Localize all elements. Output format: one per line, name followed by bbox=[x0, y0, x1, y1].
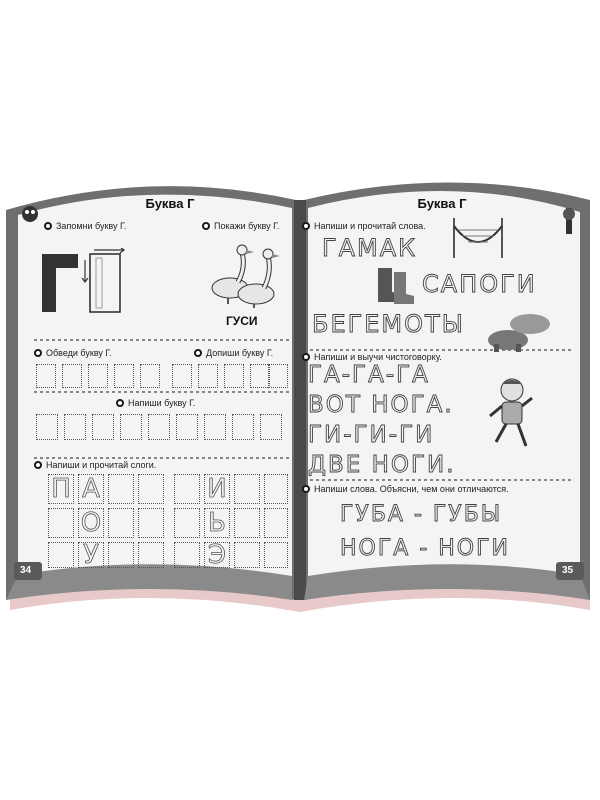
syllable-cell[interactable] bbox=[48, 542, 74, 568]
syllable-cell[interactable] bbox=[138, 508, 164, 538]
bullet-icon bbox=[34, 349, 42, 357]
compare-line-1: ГУБА - ГУБЫ bbox=[340, 502, 503, 527]
instruction-complete-text: Допиши букву Г. bbox=[206, 348, 274, 358]
trace-cell[interactable] bbox=[88, 364, 108, 388]
bullet-icon bbox=[34, 461, 42, 469]
trace-cell[interactable] bbox=[172, 364, 192, 388]
trace-cell[interactable] bbox=[250, 364, 270, 388]
syllable-cell[interactable] bbox=[264, 474, 288, 504]
trace-cell[interactable] bbox=[140, 364, 160, 388]
instruction-words bbox=[302, 221, 426, 231]
instruction-tongue bbox=[302, 352, 442, 362]
write-cell[interactable] bbox=[204, 414, 226, 440]
syllable-cell[interactable] bbox=[108, 508, 134, 538]
instruction-trace bbox=[34, 348, 112, 358]
instruction-trace-text: Обведи букву Г. bbox=[46, 348, 112, 358]
write-cell[interactable] bbox=[120, 414, 142, 440]
write-cell[interactable] bbox=[260, 414, 282, 440]
instruction-compare bbox=[302, 484, 509, 494]
bullet-icon bbox=[194, 349, 202, 357]
syllable-cell[interactable] bbox=[138, 474, 164, 504]
instruction-remember bbox=[44, 221, 126, 231]
syllable-cell[interactable] bbox=[108, 542, 134, 568]
word-boots: САПОГИ bbox=[422, 270, 537, 298]
write-cell[interactable] bbox=[148, 414, 170, 440]
syllable-cell[interactable] bbox=[234, 542, 260, 568]
write-cell[interactable] bbox=[64, 414, 86, 440]
left-page-title: Буква Г bbox=[145, 196, 195, 211]
trace-cell[interactable] bbox=[198, 364, 218, 388]
right-page-title: Буква Г bbox=[417, 196, 467, 211]
goose-icon bbox=[206, 238, 284, 308]
write-cell[interactable] bbox=[232, 414, 254, 440]
tongue-line-1: ГА-ГА-ГА bbox=[308, 362, 430, 388]
instruction-show-text: Покажи букву Г. bbox=[214, 221, 280, 231]
goose-word: ГУСИ bbox=[226, 314, 258, 328]
trace-cell[interactable] bbox=[224, 364, 244, 388]
right-page-number: 35 bbox=[562, 565, 574, 576]
trace-cell[interactable] bbox=[114, 364, 134, 388]
syllable-cell[interactable] bbox=[264, 508, 288, 538]
syllable-cell[interactable] bbox=[174, 474, 200, 504]
mascot-icon bbox=[16, 200, 46, 226]
bullet-icon bbox=[302, 485, 310, 493]
syllable-letter: О bbox=[80, 508, 102, 538]
instruction-remember-text: Запомни букву Г. bbox=[56, 221, 127, 231]
tongue-line-2: ВОТ НОГА. bbox=[308, 392, 454, 418]
syllable-letter: П bbox=[51, 474, 71, 504]
trace-cell[interactable] bbox=[62, 364, 82, 388]
syllable-letter: И bbox=[207, 474, 227, 504]
instruction-complete bbox=[194, 348, 273, 358]
big-letter-g-icon bbox=[38, 248, 138, 318]
instruction-syllables-text: Напиши и прочитай слоги. bbox=[46, 460, 157, 470]
word-hippos: БЕГЕМОТЫ bbox=[312, 310, 465, 338]
syllable-cell[interactable] bbox=[138, 542, 164, 568]
syllable-letter: У bbox=[83, 540, 99, 570]
bullet-icon bbox=[302, 222, 310, 230]
write-cell[interactable] bbox=[92, 414, 114, 440]
trace-cell[interactable] bbox=[36, 364, 56, 388]
syllable-cell[interactable] bbox=[174, 508, 200, 538]
instruction-write bbox=[116, 398, 195, 408]
word-hammock: ГАМАК bbox=[322, 234, 418, 262]
hammock-icon bbox=[450, 214, 506, 260]
syllable-cell[interactable] bbox=[48, 508, 74, 538]
mascot-icon bbox=[556, 206, 582, 236]
compare-line-2: НОГА - НОГИ bbox=[340, 536, 510, 561]
syllable-cell[interactable] bbox=[234, 474, 260, 504]
syllable-cell[interactable] bbox=[174, 542, 200, 568]
boy-icon bbox=[486, 376, 536, 452]
hippo-icon bbox=[482, 306, 562, 354]
syllable-cell[interactable] bbox=[264, 542, 288, 568]
syllable-letter: А bbox=[82, 474, 100, 504]
instruction-compare-text: Напиши слова. Объясни, чем они отличаются. bbox=[314, 484, 509, 494]
write-cell[interactable] bbox=[176, 414, 198, 440]
syllable-letter: Э bbox=[207, 540, 227, 570]
left-page-number: 34 bbox=[20, 565, 32, 576]
bullet-icon bbox=[116, 399, 124, 407]
trace-cell[interactable] bbox=[268, 364, 288, 388]
syllable-cell[interactable] bbox=[108, 474, 134, 504]
syllable-letter: Ь bbox=[208, 508, 226, 538]
instruction-tongue-text: Напиши и выучи чистоговорку. bbox=[314, 352, 442, 362]
tongue-line-3: ГИ-ГИ-ГИ bbox=[308, 422, 435, 448]
instruction-show bbox=[202, 221, 279, 231]
instruction-syllables bbox=[34, 460, 156, 470]
boots-icon bbox=[372, 264, 416, 308]
syllable-cell[interactable] bbox=[234, 508, 260, 538]
bullet-icon bbox=[302, 353, 310, 361]
instruction-write-text: Напиши букву Г. bbox=[128, 398, 196, 408]
tongue-line-4: ДВЕ НОГИ. bbox=[308, 452, 456, 478]
bullet-icon bbox=[202, 222, 210, 230]
instruction-words-text: Напиши и прочитай слова. bbox=[314, 221, 426, 231]
write-cell[interactable] bbox=[36, 414, 58, 440]
